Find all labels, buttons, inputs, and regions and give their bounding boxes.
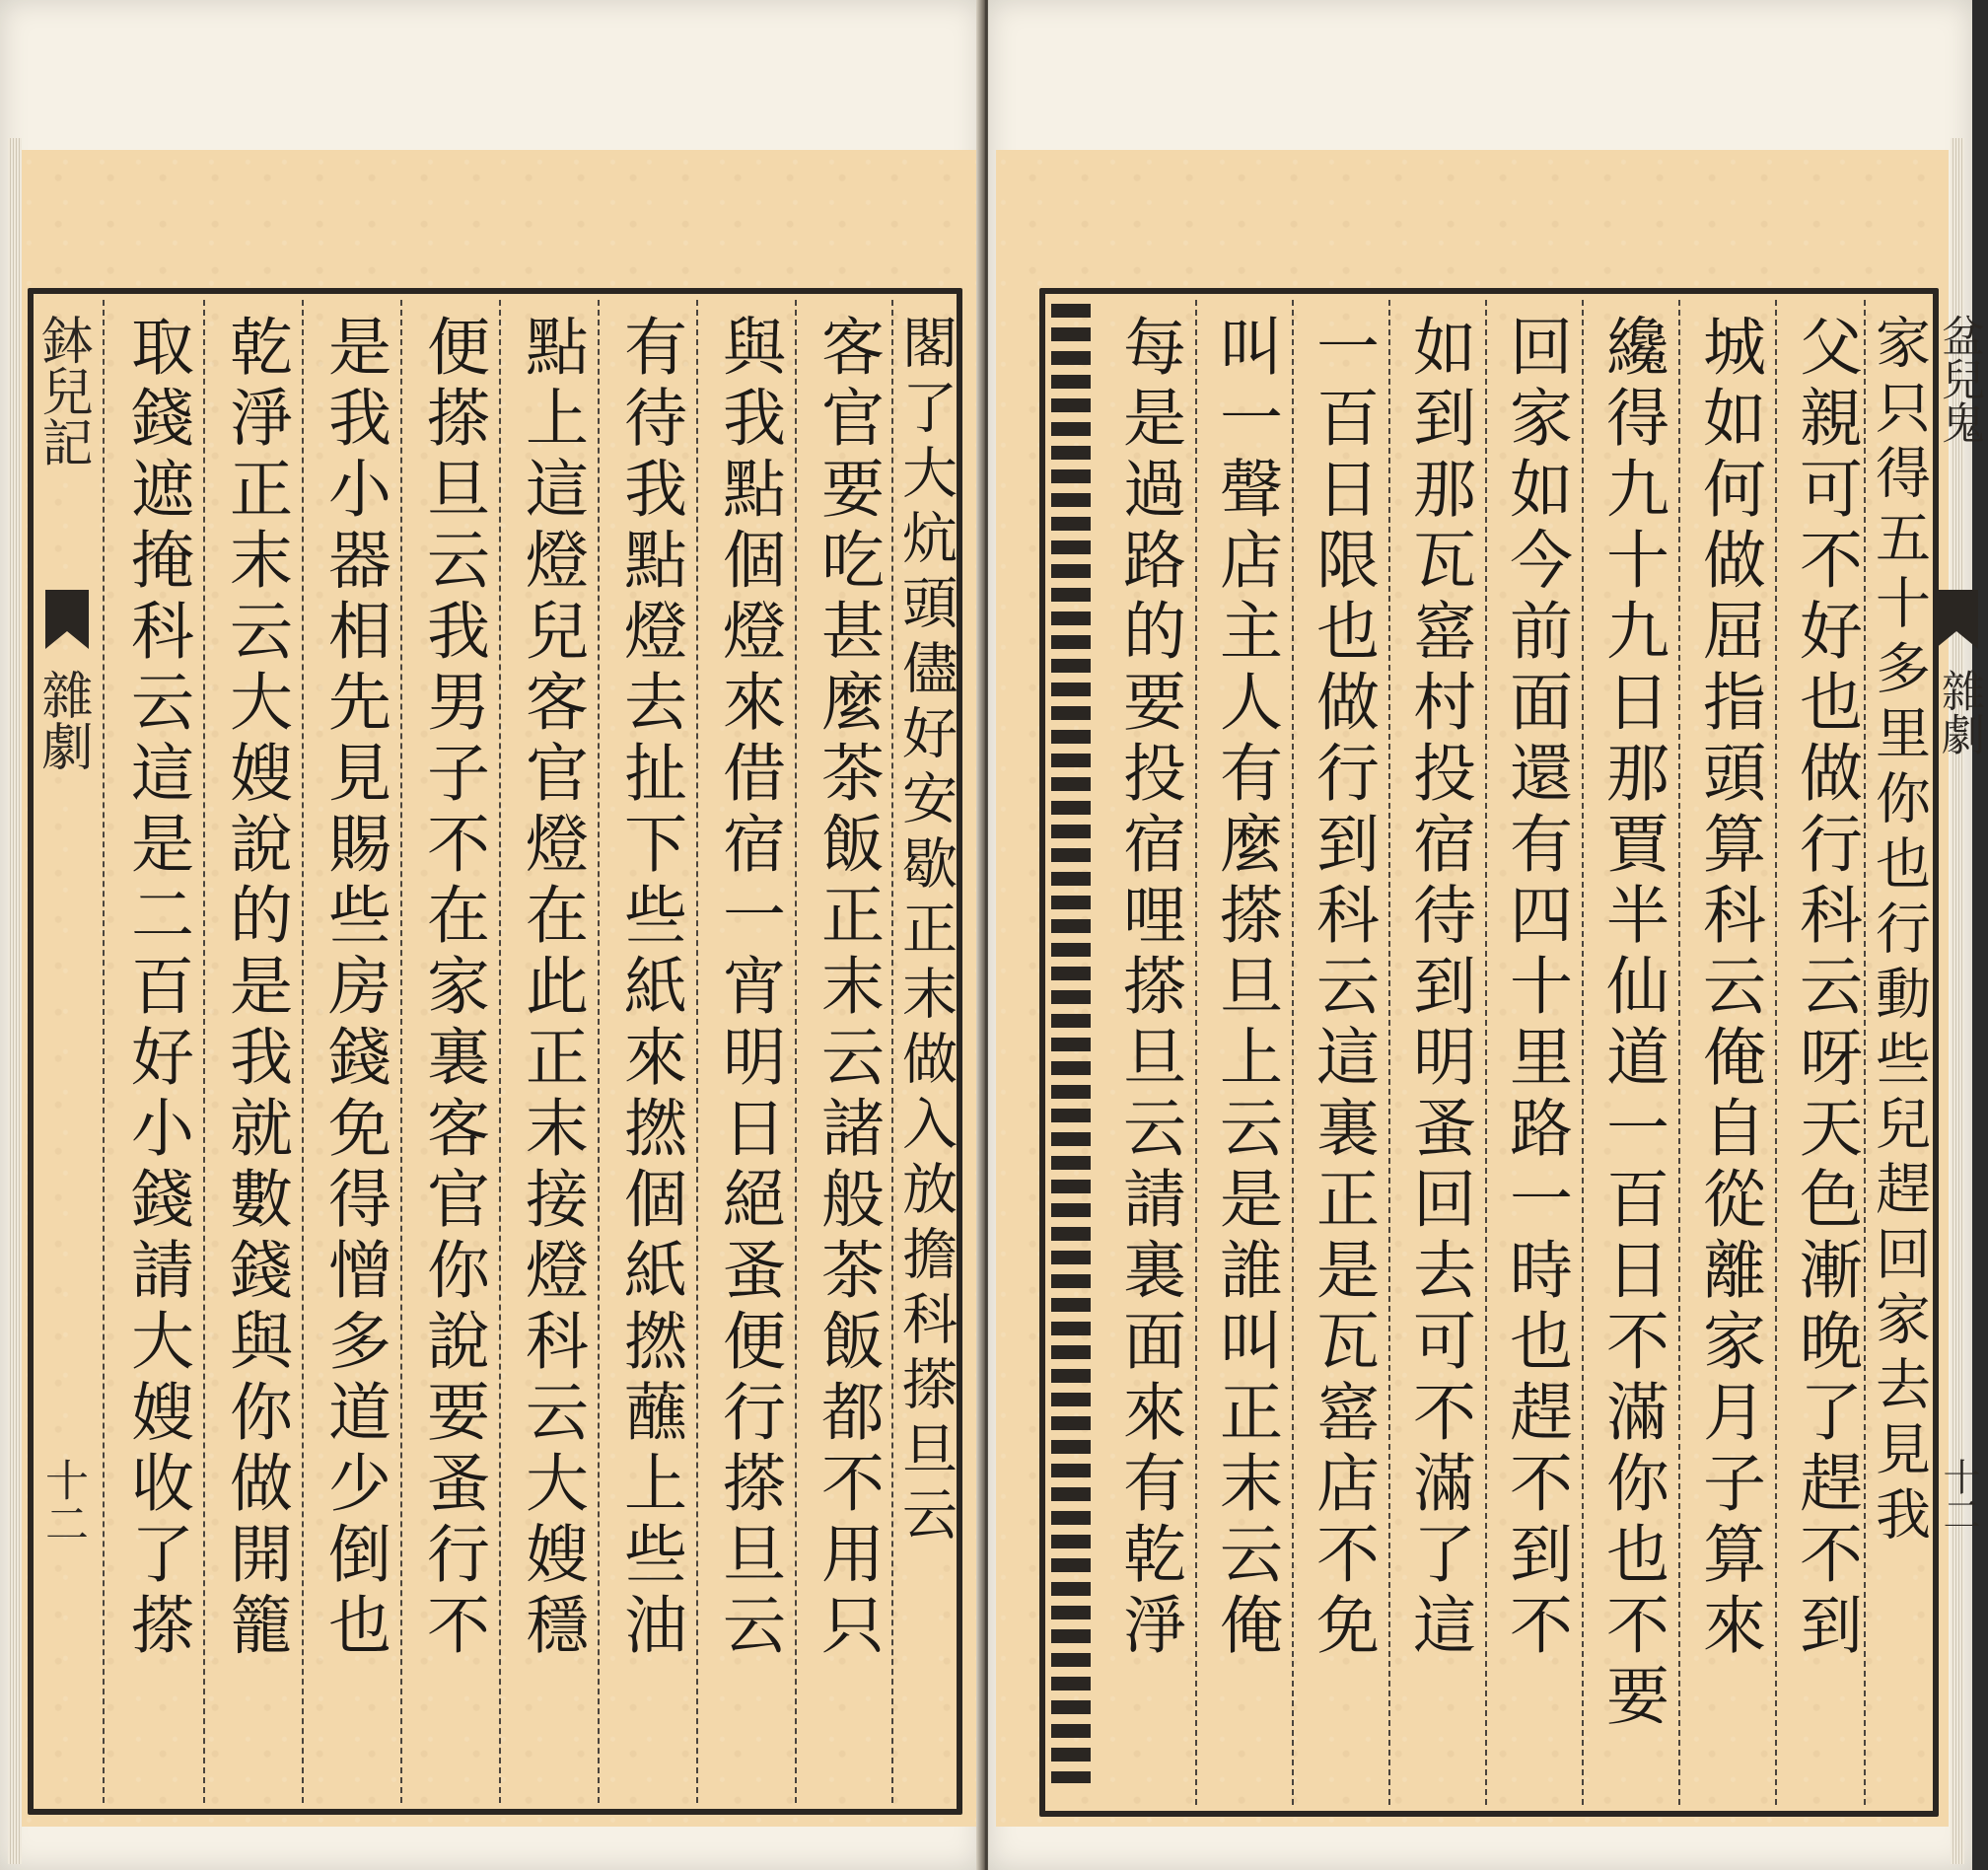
right-margin-section: 雜劇 [1934,669,1984,755]
left-rule-2 [302,300,304,1803]
left-frame [28,288,962,1815]
right-margin-pagenum: 十二 [1937,1458,1980,1533]
left-rule-1 [203,300,205,1803]
left-column-3: 與我點個燈來借宿一宵明日絕蚤便行搽旦云 [712,314,785,1663]
right-column-2: 父親可不好也做行科云呀天色漸晚了趕不到 [1789,314,1862,1663]
right-margin-title: 盆兒鬼 [1934,314,1984,444]
left-margin-section: 雜劇 [33,669,92,771]
left-rule-4 [499,300,501,1803]
left-margin-title: 鉢兒記 [33,314,92,468]
right-column-6: 如到那瓦窰村投宿待到明蚤回去可不滿了這 [1402,314,1475,1663]
left-rule-0 [103,300,105,1803]
left-margin-pagenum: 十二 [37,1458,88,1545]
left-sheet [22,150,976,1827]
right-column-7: 一百日限也做行到科云這裏正是瓦窰店不免 [1306,314,1379,1663]
right-column-9: 每是過路的要投宿哩搽旦云請裏面來有乾淨 [1112,314,1185,1663]
left-column-1: 閣了大炕頭儘好安歇正末做入放擔科搽旦云 [893,314,958,1550]
left-column-6: 便搽旦云我男子不在家裏客官你說要蚤行不 [416,314,489,1663]
right-frame [1039,288,1984,1817]
right-frame-inner-edge [1051,304,1091,1783]
right-column-4: 纔得九十九日那賈半仙道一百日不滿你也不要 [1596,314,1668,1734]
left-rule-5 [598,300,600,1803]
left-column-9: 取錢遮掩科云這是二百好小錢請大嫂收了搽 [120,314,193,1663]
right-column-5: 回家如今前面還有四十里路一時也趕不到不 [1499,314,1572,1663]
left-column-2: 客官要吃甚麼茶飯正末云諸般茶飯都不用只 [811,314,884,1663]
right-column-1: 家只得五十多里你也行動些兒趕回家去見我 [1867,314,1931,1550]
right-rule-7 [1775,300,1777,1805]
left-column-5: 點上這燈兒客官燈在此正末接燈科云大嫂穩 [515,314,588,1663]
right-rule-1 [1195,300,1197,1805]
right-rule-8 [1864,300,1866,1805]
right-rule-6 [1678,300,1680,1805]
left-column-7: 是我小器相先見賜些房錢免得憎多道少倒也 [318,314,390,1663]
left-column-8: 乾淨正末云大嫂說的是我就數錢與你做開籠 [219,314,292,1663]
right-rule-2 [1292,300,1294,1805]
right-column-8: 叫一聲店主人有麼搽旦上云是誰叫正末云俺 [1209,314,1282,1663]
left-rule-6 [696,300,698,1803]
right-column-3: 城如何做屈指頭算科云俺自從離家月子算來 [1692,314,1765,1663]
left-rule-3 [400,300,402,1803]
right-sheet [996,150,1984,1827]
right-rule-4 [1485,300,1487,1805]
left-column-4: 有待我點燈去扯下些紙來撚個紙撚蘸上些油 [613,314,686,1663]
left-rule-7 [795,300,797,1803]
right-rule-3 [1388,300,1390,1805]
left-page-edge [8,138,22,1864]
right-rule-5 [1582,300,1584,1805]
